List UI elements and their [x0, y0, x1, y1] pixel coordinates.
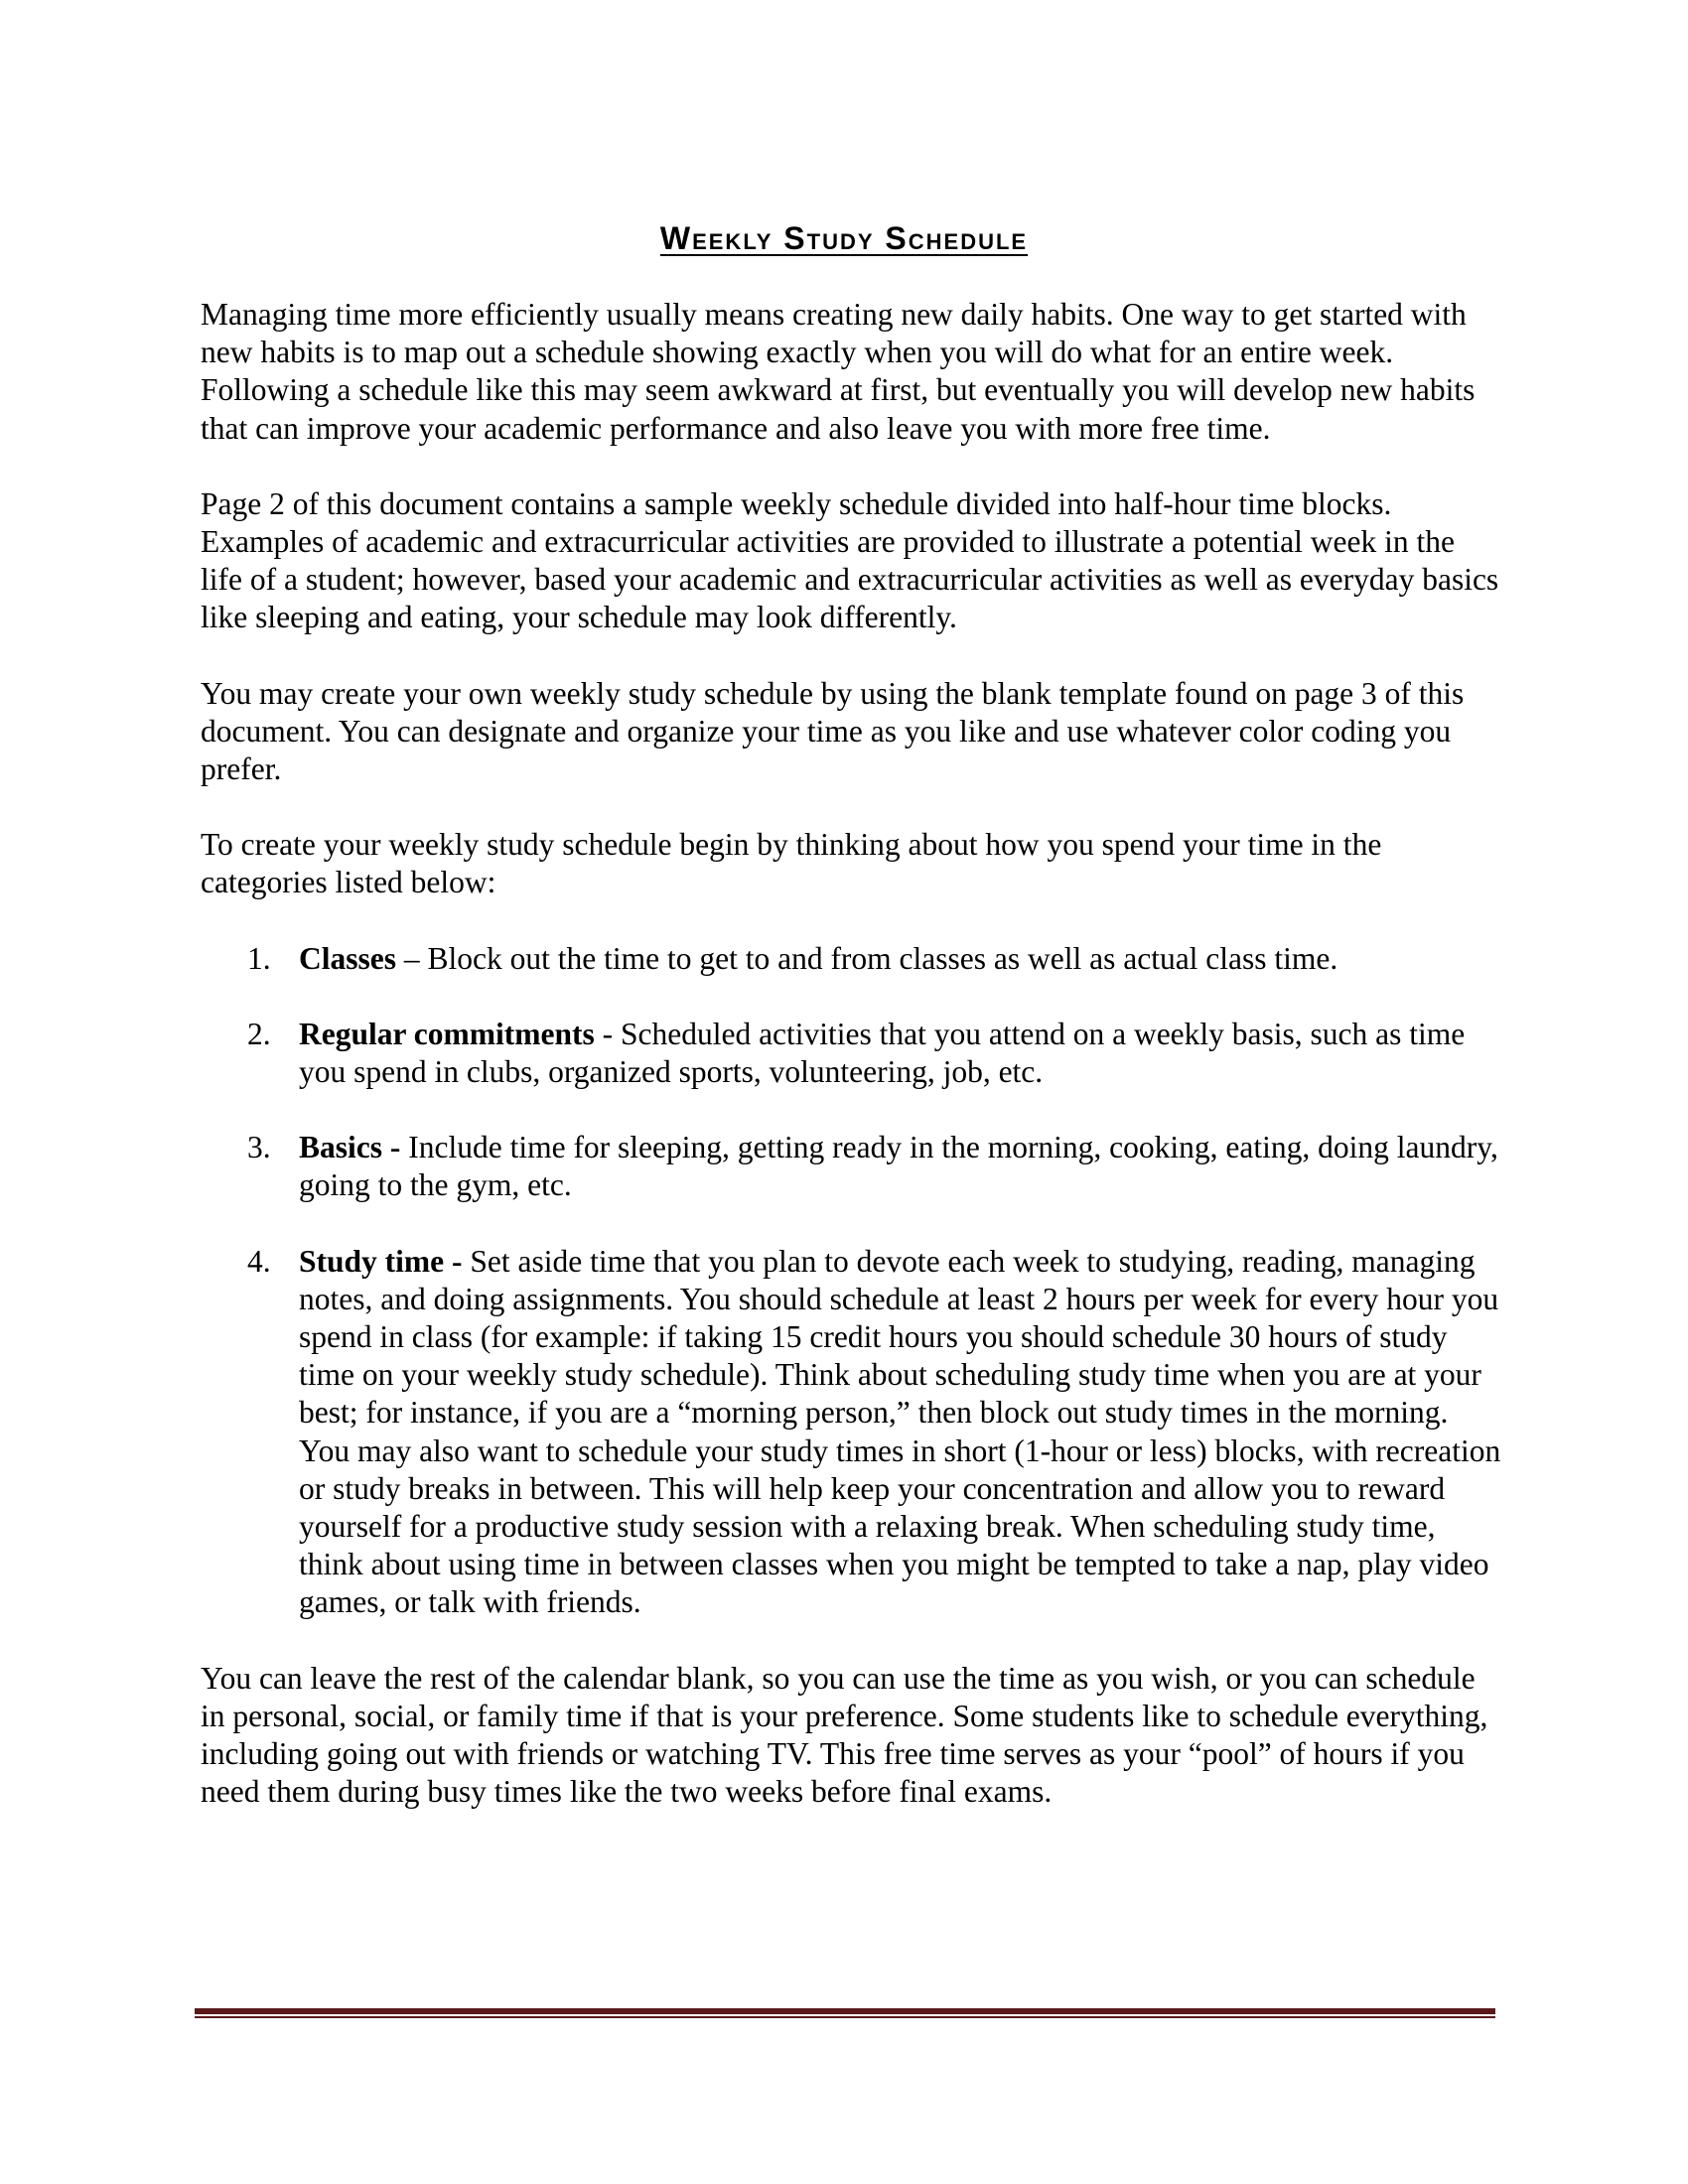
list-item-text: – Block out the time to get to and from classes as well as actual class time. — [396, 940, 1338, 976]
list-item-text: Set aside time that you plan to devote each week to studying, reading, managing notes, and doing assignments. You should schedule at least 2 hours per week for every hour you spend in class (for example: if taking 15 credit hours you should schedule 30 hours of study time on your weekly study schedule). Think about scheduling study time when you are at your best; for instance, if you are a “morning person,” then block out study times in the morning. You may also want to schedule your study times in short (1-hour or less) blocks, with recreation or study breaks in between. This will help keep your concentration and allow you to reward yourself for a productive study session with a relaxing break. When scheduling study time, think about using time in between classes when you might be tempted to take a nap, play video games, or talk with friends. — [299, 1243, 1501, 1620]
list-item — [247, 1129, 1501, 1204]
list-item — [247, 940, 1501, 978]
list-item-number: 2. — [247, 1016, 271, 1051]
list-item-text: - Scheduled activities that you attend on a weekly basis, such as time you spend in clubs, organized sports, volunteering, job, etc. — [299, 1016, 1466, 1090]
list-item — [247, 1016, 1501, 1091]
list-item-number: 1. — [247, 940, 271, 976]
list-item-term: Classes — [299, 940, 397, 976]
list-item-term: Study time - — [299, 1243, 463, 1279]
list-item-number: 3. — [247, 1130, 271, 1165]
categories-intro-paragraph: To create your weekly study schedule begin by thinking about how you spend your time in the categories listed below: — [201, 827, 1382, 900]
list-item — [247, 1243, 1501, 1622]
list-item-number: 4. — [247, 1243, 271, 1279]
category-list — [201, 940, 1501, 1622]
footer-divider-thin-line — [195, 2016, 1495, 2018]
document-body — [201, 296, 1501, 1849]
list-item-text: Include time for sleeping, getting ready in the morning, cooking, eating, doing laundry, going to the gym, etc. — [299, 1130, 1498, 1203]
list-item-term: Basics - — [299, 1130, 401, 1165]
intro-paragraph: Managing time more efficiently usually means creating new daily habits. One way to get started with new habits is to map out a schedule showing exactly when you will do what for an entire week. Following a schedule like this may seem awkward at first, but eventually you will develop new habits that can improve your academic performance and also leave you with more free time. — [201, 297, 1476, 446]
footer-divider — [195, 2008, 1495, 2018]
sample-schedule-paragraph: Page 2 of this document contains a sample weekly schedule divided into half-hour time blocks. Examples of academic and extracurricular activities are provided to illustrate a potential week in the life of a student; however, based your academic and extracurricular activities as well as everyday basics like sleeping and eating, your schedule may look differently. — [201, 485, 1499, 635]
page-title: Weekly Study Schedule — [659, 220, 1029, 256]
closing-paragraph: You can leave the rest of the calendar blank, so you can use the time as you wish, or you can schedule in personal, social, or family time if that is your preference. Some students like to schedule everything, including going out with friends or watching TV. This free time serves as your “pool” of hours if you need them during busy times like the two weeks before final exams. — [201, 1660, 1488, 1810]
list-item-term: Regular commitments — [299, 1016, 595, 1051]
template-paragraph: You may create your own weekly study schedule by using the blank template found on page 3 of this document. You can designate and organize your time as you like and use whatever color coding you prefer. — [201, 675, 1465, 787]
